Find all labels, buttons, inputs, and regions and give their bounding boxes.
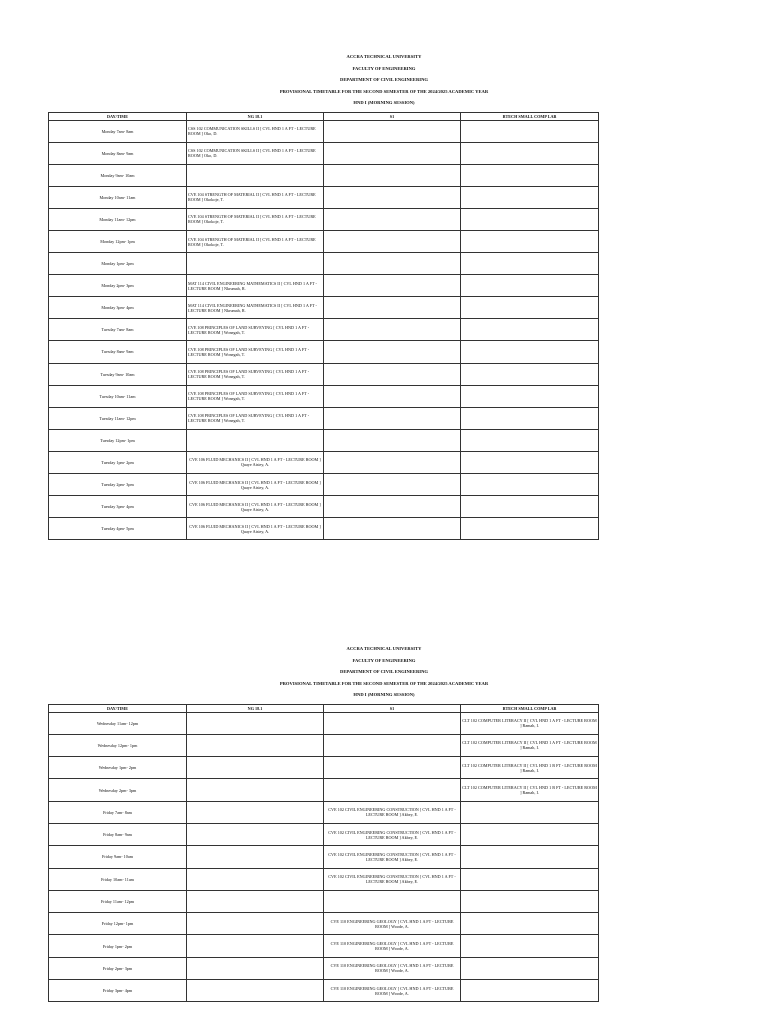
lab-cell bbox=[461, 474, 599, 496]
ng-cell bbox=[187, 868, 324, 890]
table-row bbox=[49, 120, 599, 142]
column-header-ng: NG 18.1 bbox=[187, 704, 324, 712]
s1-cell bbox=[324, 474, 461, 496]
s1-cell bbox=[324, 451, 461, 473]
s1-cell bbox=[324, 297, 461, 319]
ng-cell bbox=[187, 429, 324, 451]
day-time-cell: Friday 9am- 10am bbox=[49, 846, 187, 868]
ng-cell: MAT 114 CIVIL ENGINEERING MATHEMATICS II [ CVL HND 1 A FT - LECTURE ROOM ] Nkrumah, R. bbox=[187, 297, 324, 319]
lab-cell bbox=[461, 451, 599, 473]
s1-cell: CVE 102 CIVIL ENGINEERING CONSTRUCTION [ CVL HND 1 A FT - LECTURE ROOM ] Akbey, E. bbox=[324, 868, 461, 890]
table-row bbox=[49, 451, 599, 473]
day-time-cell: Wednesday 12pm- 1pm bbox=[49, 734, 187, 756]
day-time-cell: Tuesday 9am- 10am bbox=[49, 363, 187, 385]
lab-cell bbox=[461, 319, 599, 341]
day-time-cell: Friday 11am- 12pm bbox=[49, 890, 187, 912]
s1-cell bbox=[324, 164, 461, 186]
lab-cell bbox=[461, 297, 599, 319]
ng-cell bbox=[187, 164, 324, 186]
s1-cell: CVE 110 ENGINEERING GEOLOGY [ CVL HND 1 A FT - LECTURE ROOM ] Woode, A. bbox=[324, 935, 461, 957]
day-time-cell: Friday 10am- 11am bbox=[49, 868, 187, 890]
s1-cell bbox=[324, 779, 461, 801]
table-row bbox=[49, 275, 599, 297]
table-row bbox=[49, 518, 599, 540]
table-row bbox=[49, 913, 599, 935]
ng-cell: CVE 106 FLUID MECHANICS II [ CVL HND 1 A FT - LECTURE ROOM ] Quaye Aisiey, A. bbox=[187, 474, 324, 496]
s1-cell bbox=[324, 120, 461, 142]
lab-cell bbox=[461, 846, 599, 868]
column-header-day-time: DAY/TIME bbox=[49, 704, 187, 712]
s1-cell bbox=[324, 208, 461, 230]
ng-cell bbox=[187, 957, 324, 979]
ng-cell bbox=[187, 734, 324, 756]
column-header-s1: S1 bbox=[324, 704, 461, 712]
lab-cell bbox=[461, 363, 599, 385]
lab-cell bbox=[461, 518, 599, 540]
lab-cell bbox=[461, 142, 599, 164]
table-row bbox=[49, 801, 599, 823]
s1-cell bbox=[324, 429, 461, 451]
s1-cell: CVE 110 ENGINEERING GEOLOGY [ CVL HND 1 A FT - LECTURE ROOM ] Woode, A. bbox=[324, 913, 461, 935]
lab-cell bbox=[461, 496, 599, 518]
s1-cell: CVE 110 ENGINEERING GEOLOGY [ CVL HND 1 A FT - LECTURE ROOM ] Woode, A. bbox=[324, 957, 461, 979]
table-row bbox=[49, 164, 599, 186]
day-time-cell: Monday 7am- 8am bbox=[49, 120, 187, 142]
ng-cell bbox=[187, 890, 324, 912]
lab-cell: CLT 102 COMPUTER LITERACY II [ CVL HND 1 B FT - LECTURE ROOM ] Ramah, I. bbox=[461, 757, 599, 779]
day-time-cell: Tuesday 4pm- 5pm bbox=[49, 518, 187, 540]
ng-cell: CVE 106 FLUID MECHANICS II [ CVL HND 1 A FT - LECTURE ROOM ] Quaye Aisiey, A. bbox=[187, 496, 324, 518]
ng-cell: CVE 104 STRENGTH OF MATERIAL II [ CVL HND 1 A FT - LECTURE ROOM ] Okokoje, T. bbox=[187, 208, 324, 230]
ng-cell: CVE 108 PRINCIPLES OF LAND SURVEYING [ CVL HND 1 A FT - LECTURE ROOM ] Wonegah, T. bbox=[187, 319, 324, 341]
ng-cell: CVE 104 STRENGTH OF MATERIAL II [ CVL HND 1 A FT - LECTURE ROOM ] Okokoje, T. bbox=[187, 186, 324, 208]
s1-cell: CVE 102 CIVIL ENGINEERING CONSTRUCTION [ CVL HND 1 A FT - LECTURE ROOM ] Akbey, E. bbox=[324, 823, 461, 845]
s1-cell bbox=[324, 712, 461, 734]
day-time-cell: Friday 7am- 8am bbox=[49, 801, 187, 823]
lab-cell bbox=[461, 913, 599, 935]
table-row bbox=[49, 341, 599, 363]
ng-cell: CVE 104 STRENGTH OF MATERIAL II [ CVL HND 1 A FT - LECTURE ROOM ] Okokoje, T. bbox=[187, 230, 324, 252]
day-time-cell: Tuesday 2pm- 3pm bbox=[49, 474, 187, 496]
day-time-cell: Tuesday 1pm- 2pm bbox=[49, 451, 187, 473]
timetable-title: PROVISIONAL TIMETABLE FOR THE SECOND SEMESTER OF THE 2024/2025 ACADEMIC YEAR bbox=[279, 680, 489, 686]
day-time-cell: Tuesday 12pm- 1pm bbox=[49, 429, 187, 451]
table-row bbox=[49, 297, 599, 319]
lab-cell bbox=[461, 385, 599, 407]
timetable-page-2 bbox=[0, 646, 768, 1002]
table-header bbox=[49, 704, 599, 712]
session-label: HND I (MORNING SESSION) bbox=[353, 100, 415, 105]
lab-cell bbox=[461, 230, 599, 252]
ng-cell: CSS 102 COMMUNICATION SKILLS II [ CVL HND 1 A FT - LECTURE ROOM ] Oko, D. bbox=[187, 120, 324, 142]
ng-cell: CVE 108 PRINCIPLES OF LAND SURVEYING [ CVL HND 1 A FT - LECTURE ROOM ] Wonegah, T. bbox=[187, 385, 324, 407]
table-row bbox=[49, 712, 599, 734]
ng-cell bbox=[187, 913, 324, 935]
s1-cell bbox=[324, 757, 461, 779]
day-time-cell: Wednesday 2pm- 3pm bbox=[49, 779, 187, 801]
lab-cell bbox=[461, 186, 599, 208]
lab-cell bbox=[461, 341, 599, 363]
lab-cell bbox=[461, 208, 599, 230]
table-row bbox=[49, 407, 599, 429]
s1-cell bbox=[324, 890, 461, 912]
day-time-cell: Friday 8am- 9am bbox=[49, 823, 187, 845]
s1-cell bbox=[324, 518, 461, 540]
day-time-cell: Monday 11am- 12pm bbox=[49, 208, 187, 230]
day-time-cell: Friday 1pm- 2pm bbox=[49, 935, 187, 957]
s1-cell bbox=[324, 734, 461, 756]
s1-cell bbox=[324, 363, 461, 385]
table-row bbox=[49, 208, 599, 230]
table-row bbox=[49, 980, 599, 1002]
ng-cell bbox=[187, 712, 324, 734]
timetable-table bbox=[48, 704, 599, 1003]
lab-cell bbox=[461, 890, 599, 912]
table-row bbox=[49, 186, 599, 208]
s1-cell bbox=[324, 496, 461, 518]
column-header-s1: S1 bbox=[324, 112, 461, 120]
day-time-cell: Tuesday 10am- 11am bbox=[49, 385, 187, 407]
day-time-cell: Monday 9am- 10am bbox=[49, 164, 187, 186]
table-row bbox=[49, 779, 599, 801]
university-name: ACCRA TECHNICAL UNIVERSITY bbox=[346, 646, 422, 651]
table-row bbox=[49, 823, 599, 845]
ng-cell: MAT 114 CIVIL ENGINEERING MATHEMATICS II [ CVL HND 1 A FT - LECTURE ROOM ] Nkrumah, R. bbox=[187, 275, 324, 297]
lab-cell bbox=[461, 868, 599, 890]
table-row bbox=[49, 474, 599, 496]
s1-cell bbox=[324, 186, 461, 208]
table-body bbox=[49, 120, 599, 540]
department-name: DEPARTMENT OF CIVIL ENGINEERING bbox=[340, 77, 428, 82]
day-time-cell: Tuesday 8am- 9am bbox=[49, 341, 187, 363]
day-time-cell: Wednesday 11am- 12pm bbox=[49, 712, 187, 734]
department-name: DEPARTMENT OF CIVIL ENGINEERING bbox=[340, 669, 428, 674]
lab-cell bbox=[461, 801, 599, 823]
ng-cell bbox=[187, 757, 324, 779]
day-time-cell: Monday 1pm- 2pm bbox=[49, 253, 187, 275]
ng-cell bbox=[187, 779, 324, 801]
table-body bbox=[49, 712, 599, 1002]
ng-cell: CVE 108 PRINCIPLES OF LAND SURVEYING [ CVL HND 1 A FT - LECTURE ROOM ] Wonegah, T. bbox=[187, 341, 324, 363]
ng-cell bbox=[187, 980, 324, 1002]
day-time-cell: Monday 8am- 9am bbox=[49, 142, 187, 164]
day-time-cell: Friday 3pm- 4pm bbox=[49, 980, 187, 1002]
column-header-ng: NG 18.1 bbox=[187, 112, 324, 120]
table-row bbox=[49, 429, 599, 451]
ng-cell bbox=[187, 801, 324, 823]
ng-cell: CVE 106 FLUID MECHANICS II [ CVL HND 1 A FT - LECTURE ROOM ] Quaye Aisiey, A. bbox=[187, 451, 324, 473]
lab-cell bbox=[461, 957, 599, 979]
lab-cell: CLT 102 COMPUTER LITERACY II [ CVL HND 1 A FT - LECTURE ROOM ] Ramah, I. bbox=[461, 734, 599, 756]
table-row bbox=[49, 935, 599, 957]
ng-cell: CVE 108 PRINCIPLES OF LAND SURVEYING [ CVL HND 1 A FT - LECTURE ROOM ] Wonegah, T. bbox=[187, 363, 324, 385]
ng-cell bbox=[187, 935, 324, 957]
ng-cell bbox=[187, 823, 324, 845]
ng-cell bbox=[187, 253, 324, 275]
s1-cell bbox=[324, 341, 461, 363]
table-row bbox=[49, 734, 599, 756]
ng-cell: CVE 106 FLUID MECHANICS II [ CVL HND 1 A FT - LECTURE ROOM ] Quaye Aisiey, A. bbox=[187, 518, 324, 540]
table-row bbox=[49, 142, 599, 164]
ng-cell: CVE 108 PRINCIPLES OF LAND SURVEYING [ CVL HND 1 A FT - LECTURE ROOM ] Wonegah, T. bbox=[187, 407, 324, 429]
day-time-cell: Tuesday 7am- 8am bbox=[49, 319, 187, 341]
timetable-title: PROVISIONAL TIMETABLE FOR THE SECOND SEMESTER OF THE 2024/2025 ACADEMIC YEAR bbox=[279, 88, 489, 94]
s1-cell: CVE 102 CIVIL ENGINEERING CONSTRUCTION [ CVL HND 1 A FT - LECTURE ROOM ] Akbey, E. bbox=[324, 801, 461, 823]
table-row bbox=[49, 319, 599, 341]
ng-cell bbox=[187, 846, 324, 868]
day-time-cell: Monday 2pm- 3pm bbox=[49, 275, 187, 297]
day-time-cell: Monday 12pm- 1pm bbox=[49, 230, 187, 252]
lab-cell bbox=[461, 980, 599, 1002]
table-row bbox=[49, 385, 599, 407]
day-time-cell: Tuesday 3pm- 4pm bbox=[49, 496, 187, 518]
table-row bbox=[49, 363, 599, 385]
table-header bbox=[49, 112, 599, 120]
lab-cell bbox=[461, 429, 599, 451]
table-row bbox=[49, 890, 599, 912]
column-header-day-time: DAY/TIME bbox=[49, 112, 187, 120]
day-time-cell: Friday 12pm- 1pm bbox=[49, 913, 187, 935]
lab-cell: CLT 102 COMPUTER LITERACY II [ CVL HND 1 A FT - LECTURE ROOM ] Ramah, I. bbox=[461, 712, 599, 734]
s1-cell bbox=[324, 275, 461, 297]
timetable-page-1 bbox=[0, 54, 768, 540]
table-row bbox=[49, 868, 599, 890]
lab-cell bbox=[461, 935, 599, 957]
lab-cell bbox=[461, 253, 599, 275]
day-time-cell: Monday 10am- 11am bbox=[49, 186, 187, 208]
faculty-name: FACULTY OF ENGINEERING bbox=[352, 65, 416, 71]
s1-cell bbox=[324, 142, 461, 164]
table-row bbox=[49, 846, 599, 868]
table-row bbox=[49, 253, 599, 275]
day-time-cell: Tuesday 11am- 12pm bbox=[49, 407, 187, 429]
s1-cell bbox=[324, 385, 461, 407]
day-time-cell: Wednesday 1pm- 2pm bbox=[49, 757, 187, 779]
session-label: HND I (MORNING SESSION) bbox=[353, 692, 415, 697]
s1-cell: CVE 102 CIVIL ENGINEERING CONSTRUCTION [ CVL HND 1 A FT - LECTURE ROOM ] Akbey, E. bbox=[324, 846, 461, 868]
lab-cell bbox=[461, 407, 599, 429]
lab-cell bbox=[461, 275, 599, 297]
timetable-table bbox=[48, 112, 599, 541]
university-name: ACCRA TECHNICAL UNIVERSITY bbox=[346, 54, 422, 59]
day-time-cell: Friday 2pm- 3pm bbox=[49, 957, 187, 979]
s1-cell: CVE 110 ENGINEERING GEOLOGY [ CVL HND 1 A FT - LECTURE ROOM ] Woode, A. bbox=[324, 980, 461, 1002]
s1-cell bbox=[324, 230, 461, 252]
s1-cell bbox=[324, 319, 461, 341]
table-row bbox=[49, 496, 599, 518]
table-row bbox=[49, 757, 599, 779]
day-time-cell: Monday 3pm- 4pm bbox=[49, 297, 187, 319]
lab-cell bbox=[461, 120, 599, 142]
table-row bbox=[49, 230, 599, 252]
lab-cell bbox=[461, 164, 599, 186]
s1-cell bbox=[324, 253, 461, 275]
ng-cell: CSS 102 COMMUNICATION SKILLS II [ CVL HND 1 A FT - LECTURE ROOM ] Oko, D. bbox=[187, 142, 324, 164]
table-row bbox=[49, 957, 599, 979]
lab-cell: CLT 102 COMPUTER LITERACY II [ CVL HND 1 B FT - LECTURE ROOM ] Ramah, I. bbox=[461, 779, 599, 801]
column-header-lab: BTECH SMALL COMP LAB bbox=[461, 704, 599, 712]
lab-cell bbox=[461, 823, 599, 845]
faculty-name: FACULTY OF ENGINEERING bbox=[352, 657, 416, 663]
s1-cell bbox=[324, 407, 461, 429]
column-header-lab: BTECH SMALL COMP LAB bbox=[461, 112, 599, 120]
